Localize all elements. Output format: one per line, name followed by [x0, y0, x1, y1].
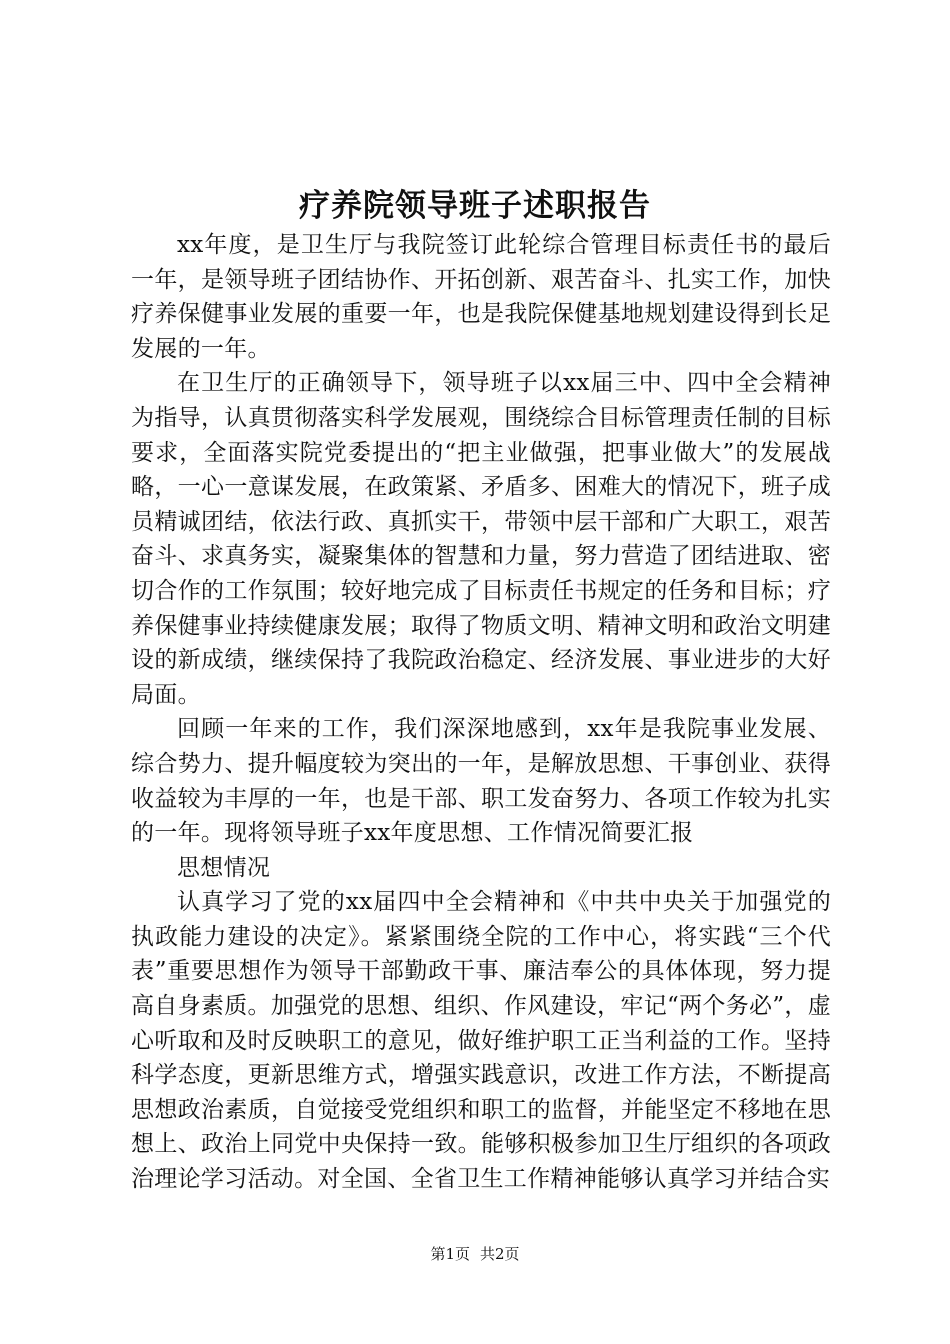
- paragraph-intro: xx年度，是卫生厅与我院签订此轮综合管理目标责任书的最后一年，是领导班子团结协作、开拓创新、艰苦奋斗、扎实工作，加快疗养保健事业发展的重要一年，也是我院保健基地规划建设得到长足发展的一年。: [131, 232, 831, 362]
- document-body: [131, 228, 831, 1197]
- paragraph-leadership: 在卫生厅的正确领导下，领导班子以xx届三中、四中全会精神为指导，认真贯彻落实科学发展观，围绕综合目标管理责任制的目标要求，全面落实院党委提出的“把主业做强，把事业做大”的发展战略，一心一意谋发展，在政策紧、矛盾多、困难大的情况下，班子成员精诚团结，依法行政、真抓实干，带领中层干部和广大职工，艰苦奋斗、求真务实，凝聚集体的智慧和力量，努力营造了团结进取、密切合作的工作氛围；较好地完成了目标责任书规定的任务和目标；疗养保健事业持续健康发展；取得了物质文明、精神文明和政治文明建设的新成绩，继续保持了我院政治稳定、经济发展、事业进步的大好局面。: [131, 370, 831, 708]
- paragraph-study: 认真学习了党的xx届四中全会精神和《中共中央关于加强党的执政能力建设的决定》。紧紧围绕全院的工作中心，将实践“三个代表”重要思想作为领导干部勤政干事、廉洁奉公的具体体现，努力提高自身素质。加强党的思想、组织、作风建设，牢记“两个务必”，虚心听取和及时反映职工的意见，做好维护职工正当利益的工作。坚持科学态度，更新思维方式，增强实践意识，改进工作方法，不断提高思想政治素质，自觉接受党组织和职工的监督，并能坚定不移地在思想上、政治上同党中央保持一致。能够积极参加卫生厅组织的各项政治理论学习活动。对全国、全省卫生工作精神能够认真学习并结合实: [131, 889, 831, 1193]
- page-number-current: 第1页: [430, 1245, 470, 1263]
- section-heading-thinking: 思想情况: [177, 854, 271, 881]
- document-title: 疗养院领导班子述职报告: [299, 188, 651, 224]
- page-number-total: 共2页: [480, 1245, 520, 1263]
- paragraph-review: 回顾一年来的工作，我们深深地感到，xx年是我院事业发展、综合势力、提升幅度较为突出的一年，是解放思想、干事创业、获得收益较为丰厚的一年，也是干部、职工发奋努力、各项工作较为扎实的一年。现将领导班子xx年度思想、工作情况简要汇报: [131, 716, 831, 847]
- page-footer: [0, 1244, 950, 1264]
